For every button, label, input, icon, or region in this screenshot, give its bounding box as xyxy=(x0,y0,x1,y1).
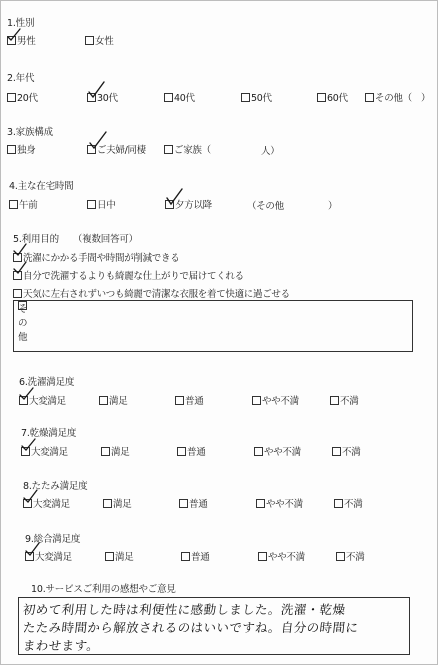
checkbox[interactable] xyxy=(241,93,250,102)
q9-option-dissatisfied[interactable]: 不満 xyxy=(336,549,364,563)
q4-option-evening[interactable]: 夕方以降 xyxy=(165,197,212,211)
q3-option-family[interactable]: ご家族（ xyxy=(164,142,211,156)
q2-option-30s[interactable]: 30代 xyxy=(87,90,118,104)
checkbox[interactable] xyxy=(87,145,96,154)
q2-option-50s[interactable]: 50代 xyxy=(241,90,272,104)
checkbox[interactable] xyxy=(13,253,22,262)
checkbox[interactable] xyxy=(165,200,174,209)
checkbox[interactable] xyxy=(317,93,326,102)
q8-title: 8.たたみ満足度 xyxy=(23,481,88,492)
q7-option-satisfied[interactable]: 満足 xyxy=(101,444,129,458)
q4-option-morning[interactable]: 午前 xyxy=(9,197,37,211)
comment-line-2: たたみ時間から解放されるのはいいですね。自分の時間に xyxy=(22,620,360,635)
q8-option-dissatisfied[interactable]: 不満 xyxy=(334,496,362,510)
checkbox[interactable] xyxy=(254,447,263,456)
q3-title: 3.家族構成 xyxy=(7,127,53,138)
checkbox[interactable] xyxy=(103,499,112,508)
checkbox[interactable] xyxy=(13,289,22,298)
checkbox[interactable] xyxy=(332,447,341,456)
checkbox[interactable] xyxy=(101,447,110,456)
q6-option-slightly-dissatisfied[interactable]: やや不満 xyxy=(252,393,299,407)
q5-option-weather[interactable]: 天気に左右されずいつも綺麗で清潔な衣服を着て快適に過ごせる xyxy=(13,286,290,300)
checkbox[interactable] xyxy=(9,200,18,209)
q10-title: 10.サービスご利用の感想やご意見 xyxy=(31,584,176,595)
q3-option-single[interactable]: 独身 xyxy=(7,142,35,156)
checkbox[interactable] xyxy=(334,499,343,508)
q5-option-save-time[interactable]: 洗濯にかかる手間や時間が削減できる xyxy=(13,250,179,264)
checkbox[interactable] xyxy=(175,396,184,405)
q5-option-clean-finish[interactable]: 自分で洗濯するよりも綺麗な仕上がりで届けてくれる xyxy=(13,268,244,282)
q2-option-other[interactable]: その他（ ） xyxy=(365,90,430,104)
checkbox[interactable] xyxy=(7,93,16,102)
q2-option-60s[interactable]: 60代 xyxy=(317,90,348,104)
q2-title: 2.年代 xyxy=(7,73,35,84)
q4-option-other: （その他 xyxy=(247,201,284,212)
checkbox[interactable] xyxy=(164,145,173,154)
checkbox[interactable] xyxy=(105,552,114,561)
checkbox[interactable] xyxy=(256,499,265,508)
checkbox[interactable] xyxy=(336,552,345,561)
q4-title: 4.主な在宅時間 xyxy=(9,181,74,192)
q7-option-very-satisfied[interactable]: 大変満足 xyxy=(21,444,68,458)
q2-option-20s[interactable]: 20代 xyxy=(7,90,38,104)
q6-option-very-satisfied[interactable]: 大変満足 xyxy=(19,393,66,407)
q6-option-satisfied[interactable]: 満足 xyxy=(99,393,127,407)
q3-option-couple[interactable]: ご夫婦/同棲 xyxy=(87,142,146,156)
q6-option-neutral[interactable]: 普通 xyxy=(175,393,203,407)
checkbox[interactable] xyxy=(23,499,32,508)
q1-option-male[interactable]: 男性 xyxy=(7,33,35,47)
q9-title: 9.総合満足度 xyxy=(25,534,81,545)
comment-line-3: まわせます。 xyxy=(22,638,101,653)
checkbox[interactable] xyxy=(13,271,22,280)
q4-other-close: ） xyxy=(328,201,338,212)
q4-option-daytime[interactable]: 日中 xyxy=(87,197,115,211)
q9-option-neutral[interactable]: 普通 xyxy=(181,549,209,563)
q7-option-neutral[interactable]: 普通 xyxy=(177,444,205,458)
checkbox[interactable] xyxy=(164,93,173,102)
comment-line-1: 初めて利用した時は利便性に感動しました。洗濯・乾燥 xyxy=(22,602,347,617)
q10-comment-box[interactable] xyxy=(18,597,410,655)
checkbox[interactable] xyxy=(19,396,28,405)
q1-title: 1.性別 xyxy=(7,18,35,29)
q5-title: 5.利用目的 （複数回答可） xyxy=(13,234,138,245)
checkbox[interactable] xyxy=(177,447,186,456)
checkbox[interactable] xyxy=(87,93,96,102)
q8-option-satisfied[interactable]: 満足 xyxy=(103,496,131,510)
checkbox[interactable] xyxy=(99,396,108,405)
checkbox[interactable] xyxy=(25,552,34,561)
q3-family-count-suffix: 人） xyxy=(261,146,280,157)
q1-option-female[interactable]: 女性 xyxy=(85,33,113,47)
q6-option-dissatisfied[interactable]: 不満 xyxy=(330,393,358,407)
q8-option-slightly-dissatisfied[interactable]: やや不満 xyxy=(256,496,303,510)
checkbox[interactable] xyxy=(179,499,188,508)
q7-option-slightly-dissatisfied[interactable]: やや不満 xyxy=(254,444,301,458)
checkbox[interactable] xyxy=(85,36,94,45)
checkbox[interactable] xyxy=(365,93,374,102)
checkbox[interactable] xyxy=(181,552,190,561)
checkbox[interactable] xyxy=(87,200,96,209)
checkbox[interactable] xyxy=(7,145,16,154)
q7-title: 7.乾燥満足度 xyxy=(21,428,77,439)
checkbox[interactable] xyxy=(21,447,30,456)
q8-option-neutral[interactable]: 普通 xyxy=(179,496,207,510)
q7-option-dissatisfied[interactable]: 不満 xyxy=(332,444,360,458)
q5-other-textbox[interactable]: その他 xyxy=(13,300,413,352)
checkbox[interactable] xyxy=(330,396,339,405)
q8-option-very-satisfied[interactable]: 大変満足 xyxy=(23,496,70,510)
checkbox[interactable] xyxy=(7,36,16,45)
q2-option-40s[interactable]: 40代 xyxy=(164,90,195,104)
q9-option-slightly-dissatisfied[interactable]: やや不満 xyxy=(258,549,305,563)
q9-option-very-satisfied[interactable]: 大変満足 xyxy=(25,549,72,563)
q6-title: 6.洗濯満足度 xyxy=(19,377,75,388)
checkbox[interactable] xyxy=(252,396,261,405)
q9-option-satisfied[interactable]: 満足 xyxy=(105,549,133,563)
checkbox[interactable] xyxy=(258,552,267,561)
